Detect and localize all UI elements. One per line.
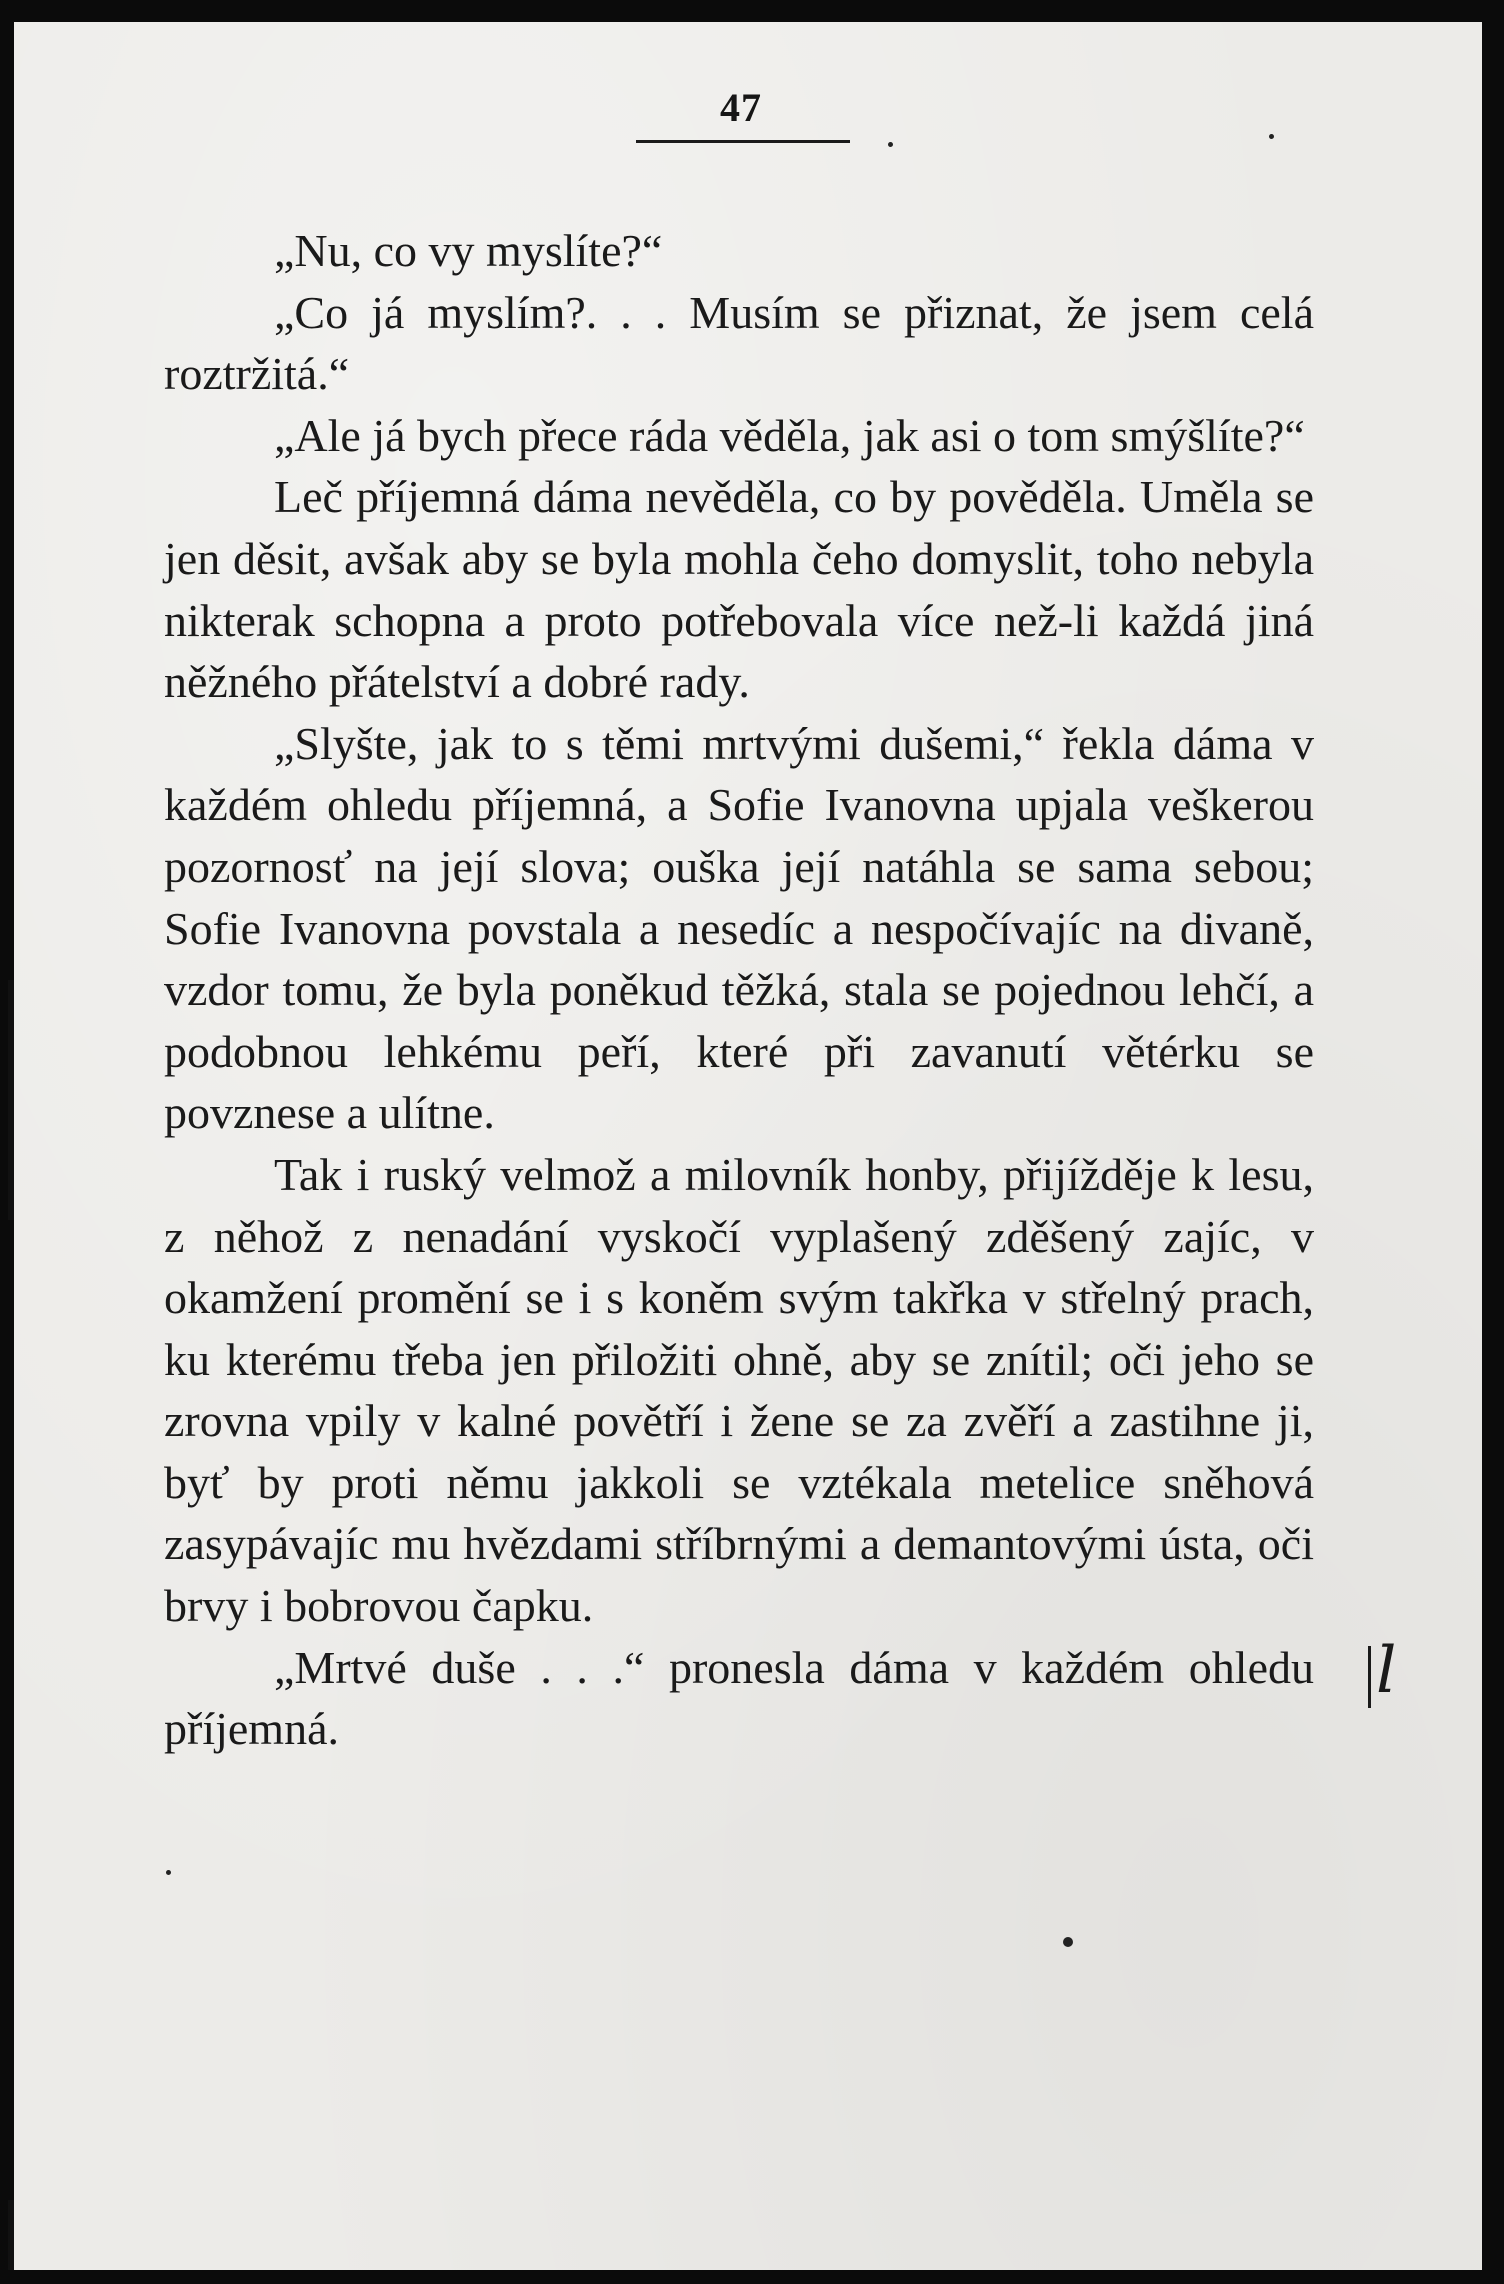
ink-speck [1063, 1937, 1073, 1947]
body-text [164, 220, 1314, 1760]
handwritten-margin-note: l [1376, 1634, 1397, 1708]
paragraph: „Slyšte, jak to s těmi mrtvými dušemi,“ řekla dáma v každém ohledu příjemná, a Sofie Ivanovna upjala veškerou pozornosť na její slova; ouška její natáhla se sama sebou; Sofie Ivanovna povstala a nesedíc a nespočívajíc na divaně, vzdor tomu, že byla poněkud těžká, stala se pojednou lehčí, a podobnou lehkému peří, které při zavanutí větérku se povznese a ulítne. [164, 717, 1314, 1139]
book-page [14, 22, 1482, 2270]
ink-speck [1269, 134, 1274, 139]
page-number-rule [636, 140, 850, 143]
margin-mark-bar [1368, 1646, 1371, 1708]
paragraph: „Mrtvé duše . . .“ pronesla dáma v každém ohledu příjemná. [164, 1641, 1314, 1755]
paragraph: „Ale já bych přece ráda věděla, jak asi o tom smýšlíte?“ [274, 409, 1305, 461]
paragraph: Tak i ruský velmož a milovník honby, přijížděje k lesu, z něhož z nenadání vyskočí vyplašený zděšený zajíc, v okamžení promění se i s koněm svým takřka v střelný prach, ku kterému třeba jen přiložiti ohně, aby se znítil; oči jeho se zrovna vpily v kalné povětří i žene se za zvěří a zastihne ji, byť by proti němu jakkoli se vztékala metelice sněhová zasypávajíc mu hvězdami stříbrnými a demantovými ústa, oči brvy i bobrovou čapku. [164, 1148, 1314, 1632]
paragraph: „Co já myslím?. . . Musím se přiznat, že jsem celá roztržitá.“ [164, 286, 1314, 400]
paragraph: Leč příjemná dáma nevěděla, co by pověděla. Uměla se jen děsit, avšak aby se byla mohla čeho domyslit, toho nebyla nikterak schopna a proto potřebovala více než-li každá jiná něžného přátelství a dobré rady. [164, 471, 1314, 708]
ink-speck [888, 142, 893, 147]
ink-speck [166, 1870, 171, 1875]
page-number: 47 [720, 85, 762, 130]
paragraph: „Nu, co vy myslíte?“ [274, 225, 663, 276]
